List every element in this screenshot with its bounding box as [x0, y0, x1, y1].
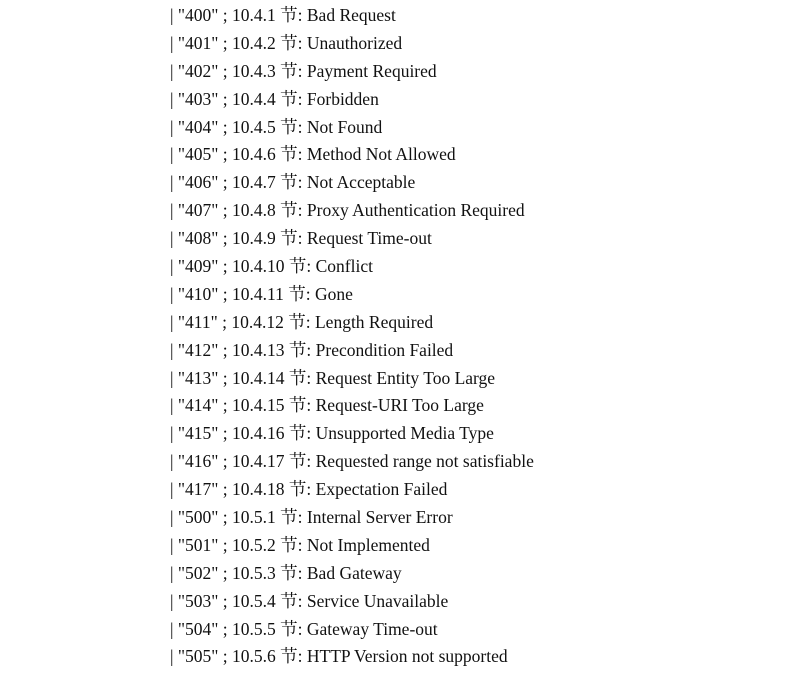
status-line-504: | "504" ; 10.5.5 节: Gateway Time-out — [170, 618, 438, 639]
status-line-501: | "501" ; 10.5.2 节: Not Implemented — [170, 534, 430, 555]
status-line-503: | "503" ; 10.5.4 节: Service Unavailable — [170, 590, 449, 611]
status-line-409: | "409" ; 10.4.10 节: Conflict — [170, 256, 373, 277]
status-line-406: | "406" ; 10.4.7 节: Not Acceptable — [170, 172, 416, 193]
status-line-412: | "412" ; 10.4.13 节: Precondition Failed — [170, 339, 454, 360]
status-line-417: | "417" ; 10.4.18 节: Expectation Failed — [170, 479, 448, 500]
status-line-413: | "413" ; 10.4.14 节: Request Entity Too Large — [170, 367, 496, 388]
status-line-407: | "407" ; 10.4.8 节: Proxy Authentication Required — [170, 200, 525, 221]
status-line-502: | "502" ; 10.5.3 节: Bad Gateway — [170, 562, 402, 583]
status-code-list — [170, 2, 534, 671]
status-line-402: | "402" ; 10.4.3 节: Payment Required — [170, 60, 437, 81]
status-line-411: | "411" ; 10.4.12 节: Length Required — [170, 311, 434, 332]
status-line-401: | "401" ; 10.4.2 节: Unauthorized — [170, 32, 403, 53]
status-line-410: | "410" ; 10.4.11 节: Gone — [170, 283, 353, 304]
status-line-400: | "400" ; 10.4.1 节: Bad Request — [170, 5, 396, 25]
status-line-405: | "405" ; 10.4.6 节: Method Not Allowed — [170, 144, 456, 165]
status-line-500: | "500" ; 10.5.1 节: Internal Server Error — [170, 507, 453, 528]
status-line-408: | "408" ; 10.4.9 节: Request Time-out — [170, 228, 432, 249]
status-line-416: | "416" ; 10.4.17 节: Requested range not satisfiable — [170, 451, 534, 472]
status-line-505: | "505" ; 10.5.6 节: HTTP Version not supported — [170, 646, 508, 667]
status-line-415: | "415" ; 10.4.16 节: Unsupported Media Type — [170, 423, 494, 444]
status-line-414: | "414" ; 10.4.15 节: Request-URI Too Large — [170, 395, 484, 416]
status-line-404: | "404" ; 10.4.5 节: Not Found — [170, 116, 383, 137]
status-line-403: | "403" ; 10.4.4 节: Forbidden — [170, 88, 379, 109]
